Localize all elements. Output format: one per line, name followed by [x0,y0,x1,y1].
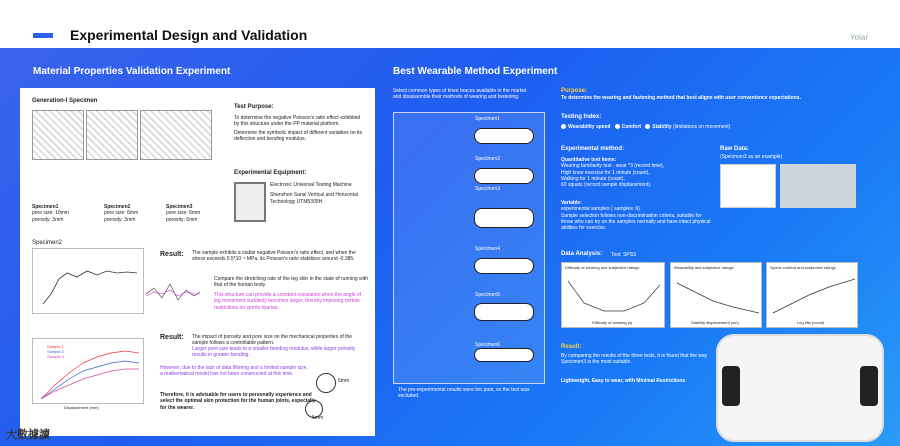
specimen2-pore: pore size: 6mm [104,210,139,217]
bullet-icon [645,124,650,129]
sample2-curve [41,361,139,399]
purpose-title: Purpose: [561,88,588,94]
quant-item-3: Walking for 1 minute (count), [561,175,625,182]
result2-purple-text: Larger pore size leads to a smaller bending modulus, while larger porosity results in greater bending. [192,346,356,359]
knee-brace-image [716,334,884,442]
displacement-chart [32,338,144,404]
specimen4-label: Specimen4 [475,246,501,252]
result1-title: Result: [160,251,184,258]
specimen5-label: Specimen5 [475,292,501,298]
specimen5-shape [474,303,534,321]
left-section-title: Material Properties Validation Experiment [33,66,231,77]
stability-note: (limitations on movement) [673,124,731,130]
testing-item-speed: Wearability speed [568,124,611,130]
footer-watermark: 大數據讀 [6,429,50,441]
legend-sample2: Sample 2 [47,349,64,354]
specimen3-porosity: porosity: 6mm [166,216,198,223]
quant-block [561,157,711,188]
chart1-title: Difficulty of wearing and subjective ratings [565,265,640,270]
quant-item-4: 60 squats (record sample displacement). [561,182,652,188]
legend-sample3: Sample 3 [47,354,64,359]
quant-title: Quantitative test items: [561,157,617,163]
variable-text2: Sample selection follows non-discrimination criteria, suitable for those who can try on the samples normally and have intact physical abilities for exercise. [561,212,711,231]
chart3-title: Sports comfort and subjective ratings [770,265,836,270]
analysis-title: Data Analysis: [561,251,603,257]
chart2-title: Wearability and subjective ratings [674,265,734,270]
equipment-2: Shenzhen Sansi Vertical and Horizontal Technology UTM5305H. [270,192,358,205]
raw-data-title: Raw Data: [720,146,750,152]
specimen2-image [86,110,138,160]
result-title: Result: [561,344,582,350]
testing-title: Testing Index: [561,114,602,120]
specimen2-label: Specimen2 [475,156,501,162]
result-bold-text: Lightweight, Easy to wear, with Minimal Restrictions [561,378,686,384]
analysis-chart-3 [766,262,858,328]
however-text: However, due to the lack of data filtering and a limited sample size, a mathematical model has not been constructed at this time. [160,365,308,378]
specimen3-shape [474,208,534,228]
specimen6-label: Specimen6 [475,342,501,348]
intro-text: Select common types of knee braces available in the market and disassemble their methods of wearing and fastening. [393,88,527,101]
specimen3-image [140,110,212,160]
generation-label: Generation-I Specimen [32,98,98,104]
chart3-xlabel: Leg lifts (count) [797,320,825,325]
legend-sample1: Sample 1 [47,344,64,349]
specimen3-info [166,204,214,223]
purpose-text: To determine the wearing and fastening method that best aligns with user convenience expectations. [561,95,801,101]
specimen1-name: Specimen1 [32,204,59,210]
raw-data-subtitle: (Specimen3 as an example) [720,154,783,160]
specimen1-porosity: porosity: 3mm [32,216,64,223]
analysis-chart-2 [670,262,762,328]
specimen1-pore: pore size: 10mm [32,210,69,217]
dim-6mm: 6mm [338,378,350,384]
compare-pink-text: This structure can provide a constant resistance when the angle of leg movement suddenly becomes larger, thereby imposing certain restrictions on sports injuries. [214,292,362,311]
specimen3-label: Specimen3 [475,186,501,192]
method-title: Experimental method: [561,146,625,152]
raw-data-photos [780,164,856,208]
header-bar [0,0,900,48]
specimen6-shape [474,348,534,362]
quant-item-1: Wearing familiarity test - wear *3 (record time), [561,163,664,170]
test-purpose-1: To determine the negative Poisson's ratio effect exhibited by this structure under the PP material platform. [234,114,361,127]
result2-title: Result: [160,334,184,341]
variable-text: experimental samples ( samples: 6) [561,206,640,213]
leg-compare-chart [144,274,202,314]
quant-item-2: High knee exercise for 1 minute (count), [561,169,650,176]
equipment-title: Experimental Equipment: [234,170,307,176]
variable-block [561,200,711,231]
specimen-diagrams [393,112,545,384]
specimen1-shape [474,128,534,144]
analysis-tool: Tool: SPSS [611,252,637,258]
testing-items [561,124,821,130]
dim-5mm: 5mm [312,415,324,421]
specimen1-info [32,204,80,223]
pre-experiment-note: The pre-experimental results were too poor, so the test was excluded. [398,387,530,400]
variable-title: Variable: [561,200,582,206]
equipment-1: Electronic Universal Testing Machine [270,182,352,188]
bullet-icon [561,124,566,129]
specimen2-shape [474,168,534,184]
raw-data-table [720,164,776,208]
result-text: By comparing the results of the three tests, it is found that the way Specimen3 is the most suitable. [561,353,708,366]
brace-strap-left [722,366,740,406]
equipment-text [270,182,360,205]
specimen2-porosity: porosity: 3mm [104,216,136,223]
brand-label: Yolar [850,33,868,42]
right-section-title: Best Wearable Method Experiment [393,66,558,77]
testing-machine-image [234,182,266,222]
specimen1-label: Specimen1 [475,116,501,122]
testing-item-comfort: Comfort [621,124,642,130]
specimen2-label: Specimen2 [32,240,63,246]
bullet-icon [615,124,620,129]
test-purpose-title: Test Purpose: [234,104,274,110]
specimen2-name: Specimen2 [104,204,131,210]
test-purpose [234,104,364,143]
result1-text: The sample exhibits a stable negative Poisson's ratio effect, and when the stress exceeds 0.5*10⁻¹ MPa, its Poisson's ratio stabilizes around -0.385. [192,250,356,263]
specimen3-name: Specimen3 [166,204,193,210]
conclusion-text: Therefore, it is advisable for users to personally experience and select the optimal skin protection for the human joints, especially for the wearer. [160,392,316,411]
chart2-xlabel: Stability displacement (cm) [691,320,739,325]
brace-strap-right [860,366,878,406]
stress-chart [32,248,144,314]
specimen1-image [32,110,84,160]
title-accent [33,33,53,38]
specimen3-pore: pore size: 6mm [166,210,201,217]
page-title: Experimental Design and Validation [70,27,308,43]
material-panel [20,88,375,436]
specimen4-shape [474,258,534,274]
pore-diagram-6mm [316,373,336,393]
compare-text: Compare the stretching rate of the leg skin in the state of running with that of the human body. [214,276,368,289]
x-axis-label: Displacement (mm) [64,405,99,410]
analysis-chart-1 [561,262,665,328]
testing-item-stability: Stability [652,124,672,130]
stress-curve [43,271,137,304]
specimen2-info [104,204,152,223]
result2-text: The impact of porosity and pore size on the mechanical properties of the sample follows a controllable pattern. [192,334,353,347]
chart1-xlabel: Difficulty of wearing (s) [592,320,633,325]
test-purpose-2: Determine the symbolic impact of different variables on its deflection and bending modulus. [234,130,363,143]
